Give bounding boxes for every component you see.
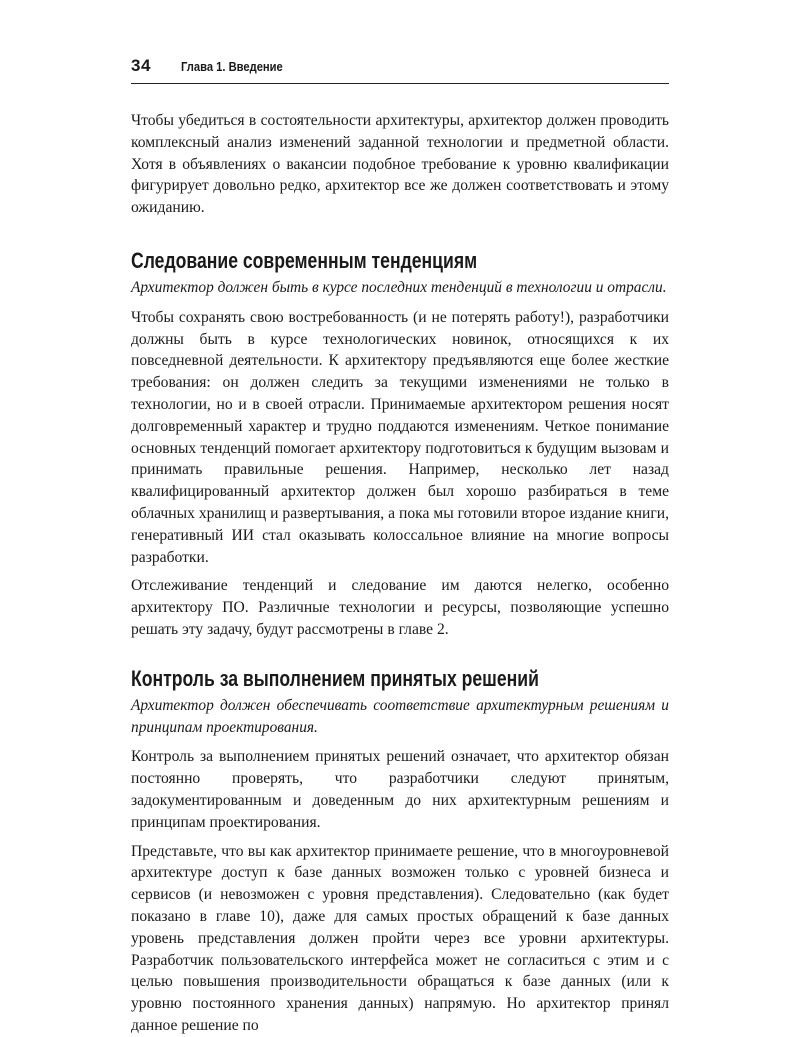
body-paragraph: Отслеживание тенденций и следование им даются нелегко, особенно архитектору ПО. Различные технологии и ресурсы, позволяющие успешно решать эту задачу, будут рассмотрены в главе 2. <box>131 577 669 638</box>
running-head <box>131 56 669 78</box>
body-paragraph: Контроль за выполнением принятых решений означает, что архитектор обязан постоянно проверять, что разработчики следуют принятым, задокументированным и доведенным до них архитектурным решениям и принципам проектирования. <box>131 748 669 831</box>
section-lead-trends: Архитектор должен быть в курсе последних тенденций в технологии и отрасли. <box>131 278 667 296</box>
section-heading-control: Контроль за выполнением принятых решений <box>131 665 539 691</box>
chapter-title: Глава 1. Введение <box>181 59 283 74</box>
body-paragraph: Представьте, что вы как архитектор принимаете решение, что в многоуровневой архитектуре доступ к базе данных возможен только с уровней бизнеса и сервисов (и невозможен с уровня представления). Следовательно (как будет показано в главе 10), даже для самых простых обращений к базе данных уровень представления должен пройти через все уровни архитектуры. Разработчик пользовательского интерфейса может не согласиться с этим и с целью повышения производительности обращаться к базе данных (или к уровню постоянного хранения данных) напрямую. Но архитектор принял данное решение по <box>131 842 669 1034</box>
section-heading-trends: Следование современным тенденциям <box>131 247 478 273</box>
section-lead-control: Архитектор должен обеспечивать соответствие архитектурным решениям и принципам проектирования. <box>131 696 669 736</box>
page-body <box>131 110 669 1037</box>
intro-paragraph: Чтобы убедиться в состоятельности архитектуры, архитектор должен проводить комплексный анализ изменений заданной технологии и предметной области. Хотя в объявлениях о вакансии подобное требование к уровню квалификации фигурирует довольно редко, архитектор все же должен соответствовать и этому ожиданию. <box>131 112 669 217</box>
header-rule <box>131 83 669 84</box>
body-paragraph: Чтобы сохранять свою востребованность (и не потерять работу!), разработчики должны быть в курсе технологических новинок, относящихся к их повседневной деятельности. К архитектору предъявляются еще более жесткие требования: он должен следить за текущими изменениями не только в технологии, но и в своей отрасли. Принимаемые архитектором решения носят долговременный характер и трудно поддаются изменениям. Четкое понимание основных тенденций помогает архитектору подготовиться к будущим вызовам и принимать правильные решения. Например, несколько лет назад квалифицированный архитектор должен был хорошо разбираться в теме облачных хранилищ и развертывания, а пока мы готовили второе издание книги, генеративный ИИ стал оказывать колоссальное влияние на многие вопросы разработки. <box>131 308 669 566</box>
page-number: 34 <box>131 56 151 75</box>
